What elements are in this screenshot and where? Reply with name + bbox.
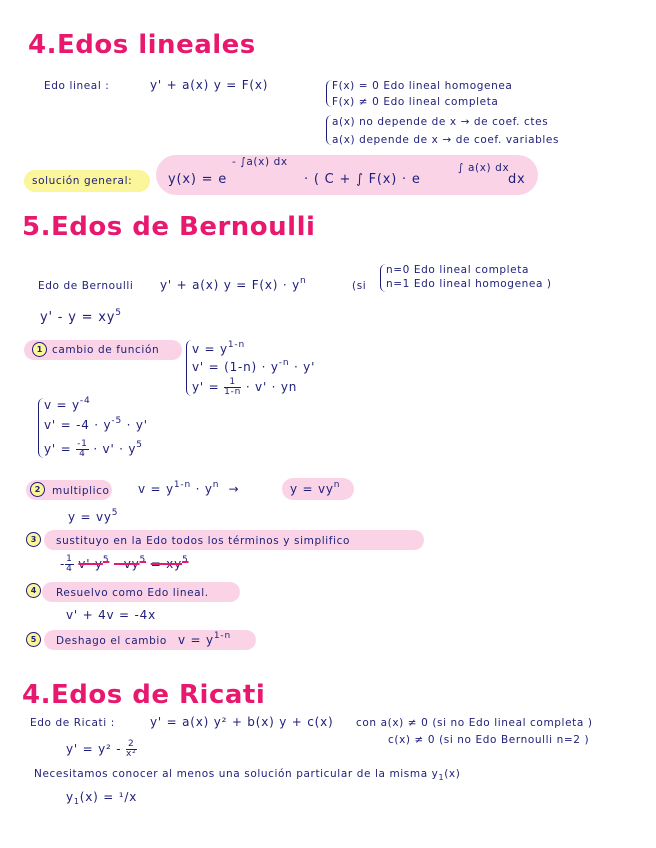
step3-label: sustituyo en la Edo todos los términos y simplifico [56,535,350,547]
solucion-exponent: - ∫a(x) dx [232,156,288,168]
step-number: 5 [26,632,41,647]
solucion-general-label: solución general: [32,175,133,187]
lineal-eq-label: Edo lineal : [44,80,110,92]
step-number: 4 [26,583,41,598]
section-title-lineales: 4.Edos lineales [28,30,256,60]
section-title-ricati: 4.Edos de Ricati [22,680,266,710]
step5-formula: $v = y^{1-n}$ [178,631,231,647]
condition-completa: F(x) ≠ 0 Edo lineal completa [332,96,499,108]
solucion-dx: dx [508,172,526,187]
bernoulli-equation: y' + a(x) $y = F(x) \cdot y^n$ [160,276,307,292]
step4-label: Resuelvo como Edo lineal. [56,587,209,599]
step-number: 1 [32,342,47,357]
step2-result: $y = vy^n$ [290,480,341,496]
system-v: $v = y^{-4}$ [44,396,91,412]
section-title-bernoulli: 5.Edos de Bernoulli [22,212,316,242]
lineal-equation: y' + a(x) y = F(x) [150,78,269,92]
step3-equation: - $\frac{1}{4}$ v' $y^5 - vy^5 = xy^5$ [60,554,189,574]
step2-result-5: $y = vy^5$ [68,508,119,524]
step-number: 2 [30,482,45,497]
bernoulli-eq-label: Edo de Bernoulli [38,280,134,292]
step4-equation: v' + 4v = -4x [66,608,156,622]
ricati-eq-label: Edo de Ricati : [30,717,115,729]
bernoulli-n1: n=1 Edo lineal homogenea ) [386,278,552,290]
step1-v: $v = y^{1-n}$ [192,340,245,356]
ricati-example: y' = y² - $\frac{2}{\text{x²}}$ [66,739,137,759]
step1-label: cambio de función [52,344,160,356]
bernoulli-n0: n=0 Edo lineal completa [386,264,529,276]
condition-variables: a(x) depende de x → de coef. variables [332,134,560,146]
solucion-general-formula-b: · ( C + ∫ F(x) · e [304,172,421,187]
ricati-cond-a: con a(x) ≠ 0 (si no Edo lineal completa ) [356,717,593,729]
bernoulli-si: (si [352,280,367,292]
step-number: 3 [26,532,41,547]
solucion-exponent-2: ∫ a(x) dx [458,162,510,174]
step1-vprime: $v' = (1-n) \cdot y^{-n} \cdot y'$ [192,358,316,374]
step2-formula: $v = y^{1-n} \cdot y^n$ → [138,480,240,496]
system-yprime: y' = $\frac{-1}{4}$ · $v' \cdot y^5$ [44,439,143,459]
ricati-equation: y' = a(x) y² + b(x) y + c(x) [150,715,334,729]
system-vprime: $v' = -4 \cdot y^{-5} \cdot y'$ [44,416,148,432]
step1-yprime: y' = $\frac{1}{1-n}$ · v' · yn [192,377,298,397]
ricati-particular-solution: $y_1(x) = ^1/x$ [66,790,138,806]
step5-label: Deshago el cambio [56,635,167,647]
ricati-need: Necesitamos conocer al menos una solución particular de la misma $y_1(x)$ [34,768,461,782]
step2-label: multiplico [52,485,110,497]
ricati-cond-b: c(x) ≠ 0 (si no Edo Bernoulli n=2 ) [388,734,590,746]
solucion-general-formula-a: y(x) = e [168,172,228,187]
condition-ctes: a(x) no depende de x → de coef. ctes [332,116,549,128]
bernoulli-example: $y' - y = xy^5$ [40,308,122,325]
condition-homogenea: F(x) = 0 Edo lineal homogenea [332,80,513,92]
